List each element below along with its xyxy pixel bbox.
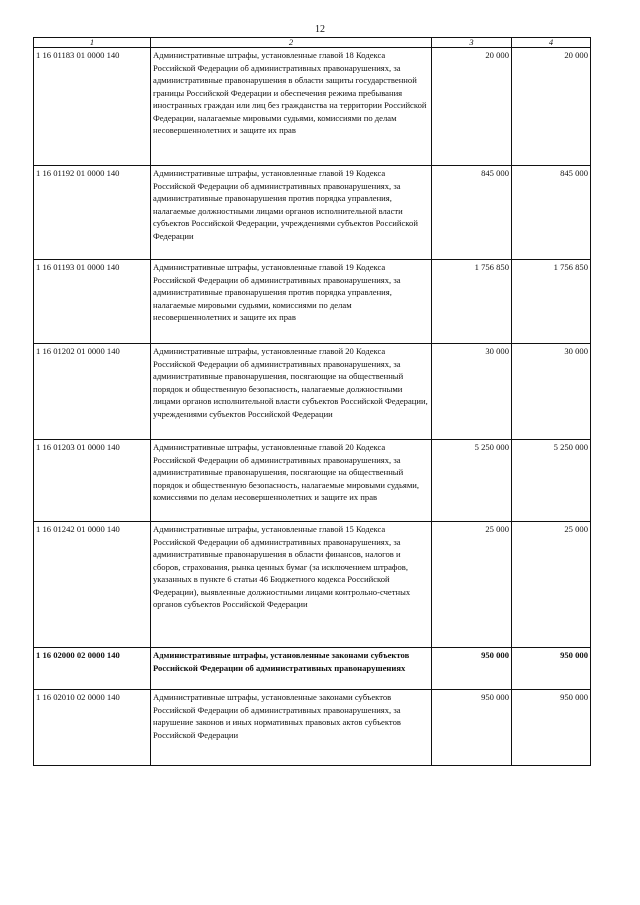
amount-col-3: 25 000 [432,522,512,648]
budget-code: 1 16 01183 01 0000 140 [34,48,151,166]
revenue-name: Административные штрафы, установленные главой 19 Кодекса Российской Федерации об административных правонарушениях, за административные правонарушения против порядка управления, налагаемые мировыми судьями, комиссиями по делам несовершеннолетних и защите их прав [151,260,432,344]
amount-col-3: 30 000 [432,344,512,440]
revenue-name: Административные штрафы, установленные законами субъектов Российской Федерации об административных правонарушениях, за нарушение законов и иных нормативных правовых актов субъектов Российской Федерации [151,690,432,766]
budget-code: 1 16 01242 01 0000 140 [34,522,151,648]
column-number-row [34,38,591,48]
column-number-3: 3 [432,38,512,48]
table-row [34,440,591,522]
amount-col-3: 20 000 [432,48,512,166]
amount-col-4: 845 000 [512,166,591,260]
revenue-name: Административные штрафы, установленные главой 20 Кодекса Российской Федерации об административных правонарушениях, за административные правонарушения, посягающие на общественный порядок и общественную безопасность, налагаемые должностными лицами органов исполнительной власти субъектов Российской Федерации, учреждениями субъектов Российской Федерации [151,344,432,440]
revenue-table [33,37,591,766]
amount-col-3: 5 250 000 [432,440,512,522]
budget-code: 1 16 01192 01 0000 140 [34,166,151,260]
revenue-name: Административные штрафы, установленные главой 20 Кодекса Российской Федерации об административных правонарушениях, за административные правонарушения, посягающие на общественный порядок и общественную безопасность, налагаемые мировыми судьями, комиссиями по делам несовершеннолетних и защите их прав [151,440,432,522]
amount-col-4: 20 000 [512,48,591,166]
amount-col-4: 950 000 [512,690,591,766]
amount-col-3: 845 000 [432,166,512,260]
table-row-group-total [34,648,591,690]
table-row [34,522,591,648]
amount-col-3: 950 000 [432,648,512,690]
amount-col-3: 1 756 850 [432,260,512,344]
column-number-1: 1 [34,38,151,48]
revenue-name: Административные штрафы, установленные главой 19 Кодекса Российской Федерации об административных правонарушениях, за административные правонарушения против порядка управления, налагаемые должностными лицами органов исполнительной власти субъектов Российской Федерации, учреждениями субъектов Российской Федерации [151,166,432,260]
budget-code: 1 16 01193 01 0000 140 [34,260,151,344]
budget-code: 1 16 01202 01 0000 140 [34,344,151,440]
budget-code: 1 16 02000 02 0000 140 [34,648,151,690]
amount-col-4: 1 756 850 [512,260,591,344]
budget-code: 1 16 01203 01 0000 140 [34,440,151,522]
column-number-4: 4 [512,38,591,48]
amount-col-4: 950 000 [512,648,591,690]
table-row [34,344,591,440]
revenue-name: Административные штрафы, установленные главой 15 Кодекса Российской Федерации об административных правонарушениях, за административные правонарушения в области финансов, налогов и сборов, страхования, рынка ценных бумаг (за исключением штрафов, указанных в пункте 6 статьи 46 Бюджетного кодекса Российской Федерации), выявленные должностными лицами контрольно-счетных органов субъектов Российской Федерации [151,522,432,648]
amount-col-4: 30 000 [512,344,591,440]
page-number: 12 [315,24,325,35]
revenue-name: Административные штрафы, установленные главой 18 Кодекса Российской Федерации об административных правонарушениях, за административные правонарушения в области защиты государственной границы Российской Федерации и обеспечения режима пребывания иностранных граждан или лиц без гражданства на территории Российской Федерации, налагаемые мировыми судьями, комиссиями по делам несовершеннолетних и защите их прав [151,48,432,166]
budget-code: 1 16 02010 02 0000 140 [34,690,151,766]
amount-col-4: 5 250 000 [512,440,591,522]
amount-col-3: 950 000 [432,690,512,766]
table-row [34,690,591,766]
table-row [34,260,591,344]
table-row [34,166,591,260]
revenue-name: Административные штрафы, установленные законами субъектов Российской Федерации об административных правонарушениях [151,648,432,690]
column-number-2: 2 [151,38,432,48]
table-row [34,48,591,166]
amount-col-4: 25 000 [512,522,591,648]
